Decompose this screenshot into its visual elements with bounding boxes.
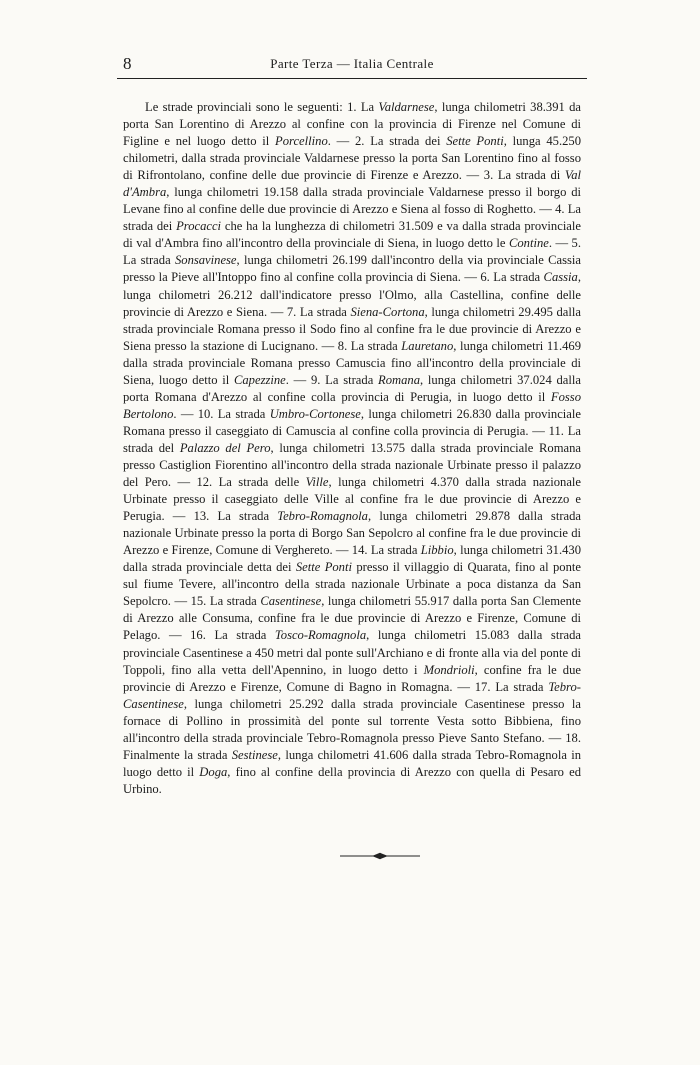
- body-paragraph: [123, 99, 581, 798]
- italic-name: Porcellino: [275, 134, 328, 149]
- text-run: , lunga chilometri 11.469 dalla strada provinciale Romana presso Camuscia fino all'incontro della provinciale di Siena, luogo detto il: [123, 338, 582, 387]
- text-run: , lunga chilometri 26.212 dall'indicatore presso l'Olmo, alla Castellina, confine delle provincie di Arezzo e Siena. — 7. La strada: [123, 270, 581, 319]
- text-run: , lunga chilometri 55.917 dalla porta San Clemente di Arezzo alle Consuma, confine fra le due provincie di Arezzo e Firenze, Comune di Pelago. — 16. La strada: [123, 594, 581, 643]
- text-run: , lunga chilometri 13.575 dalla strada provinciale Romana presso Castiglion Fiorentino all'incontro della strada nazionale Urbinate presso il palazzo del Pero. — 12. La strada delle: [123, 440, 581, 490]
- text-run: , confine fra le due provincie di Arezzo e Firenze, Comune di Bagno in Romagna. — 17. La strada: [123, 662, 581, 694]
- italic-name: Libbio: [420, 543, 454, 558]
- text-run: . — 10. La strada: [173, 406, 270, 421]
- text-run: , lunga chilometri 26.830 dalla provinciale Romana presso il caseggiato di Camuscia al confine colla provincia di Perugia. — 11. La strada del: [123, 406, 581, 455]
- italic-name: Fosso Bertolono: [123, 389, 581, 421]
- italic-name: Sette Ponti: [295, 560, 352, 575]
- running-title: Parte Terza — Italia Centrale: [270, 56, 434, 71]
- italic-name: Siena-Cortona: [350, 304, 425, 319]
- text-run: Le strade provinciali sono le seguenti: 1. La: [145, 100, 379, 114]
- page-header: [117, 48, 587, 76]
- italic-name: Sonsavinese: [174, 253, 237, 268]
- italic-name: Umbro-Cortonese: [269, 406, 361, 421]
- italic-name: Lauretano: [401, 338, 454, 353]
- text-run: , lunga chilometri 29.878 dalla strada nazionale Urbinate presso la porta di Borgo San Sepolcro al confine fra le due provincie di Arezzo e Firenze, Comune di Verghereto. — 14. La strada: [123, 509, 581, 558]
- text-run: , lunga chilometri 41.606 dalla strada Tebro-Romagnola in luogo detto il: [123, 747, 581, 779]
- text-run: . — 5. La strada: [123, 236, 582, 268]
- text-run: , lunga 45.250 chilometri, dalla strada provinciale Valdarnese presso la porta San Lorentino fino al fosso di Rifrontolano, confine delle due provincie di Firenze e Arezzo. — 3. La strada di: [123, 134, 581, 183]
- text-run: , lunga chilometri 26.199 dall'incontro della via provinciale Cassia presso la Pieve all'Intoppo fino al confine colla provincia di Siena. — 6. La strada: [123, 253, 581, 285]
- italic-name: Ville: [305, 475, 329, 490]
- italic-name: Sette Ponti: [446, 134, 504, 149]
- text-run: che ha la lunghezza di chilometri 31.509 e va dalla strada provinciale di val d'Ambra fino all'incontro della provinciale di Siena, in luogo detto le: [123, 219, 581, 251]
- italic-name: Sestinese: [231, 747, 278, 762]
- text-run: , lunga chilometri 38.391 da porta San Lorentino di Arezzo al confine con la provincia di Firenze nel Comune di Figline e nel luogo detto il: [123, 100, 581, 149]
- italic-name: Capezzine: [233, 372, 286, 387]
- section-end-ornament: [340, 852, 420, 860]
- text-run: . — 2. La strada dei: [327, 134, 447, 149]
- italic-name: Valdarnese: [378, 100, 435, 114]
- page-number: 8: [123, 54, 132, 73]
- italic-name: Tosco-Romagnola: [274, 628, 367, 643]
- text-run: , lunga chilometri 4.370 dalla strada nazionale Urbinate presso il caseggiato delle Ville al confine fra le due provincie di Arezzo e Perugia. — 13. La strada: [123, 475, 581, 524]
- text-run: , fino al confine della provincia di Arezzo con quella di Pesaro ed Urbino.: [123, 764, 581, 796]
- italic-name: Procacci: [176, 219, 222, 234]
- italic-name: Casentinese: [260, 594, 322, 609]
- text-run: , lunga chilometri 29.495 dalla strada provinciale Romana presso il Sodo fino al confine fra le due provincie di Arezzo e Siena presso la stazione di Lucignano. — 8. La strada: [123, 304, 581, 353]
- italic-name: Contine: [508, 236, 549, 251]
- italic-name: Doga: [199, 764, 228, 779]
- text-run: , lunga chilometri 19.158 dalla strada provinciale Valdarnese presso il borgo di Levane fino al confine delle due provincie di Arezzo e Siena al fosso di Roghetto. — 4. La strada dei: [123, 185, 581, 234]
- italic-name: Tebro-Romagnola: [277, 509, 368, 524]
- header-rule: [117, 78, 587, 79]
- text-run: , lunga chilometri 15.083 dalla strada provinciale Casentinese a 450 metri dal ponte sull'Archiano e di fronte alla via del ponte di Toppoli, fino alla vetta dell'Apennino, in luogo detto i: [123, 628, 581, 677]
- italic-name: Romana: [378, 372, 421, 387]
- italic-name: Mondrioli: [423, 662, 475, 677]
- italic-name: Tebro-Casentinese: [123, 679, 581, 711]
- text-run: presso il villaggio di Quarata, fino al ponte sul fiume Tevere, all'incontro della strada nazionale Urbinate a poca distanza da San Sepolcro. — 15. La strada: [123, 560, 581, 609]
- italic-name: Cassia: [543, 270, 578, 285]
- italic-name: Val d'Ambra: [123, 168, 581, 200]
- text-run: . — 9. La strada: [285, 372, 379, 387]
- text-run: , lunga chilometri 37.024 dalla porta Romana d'Arezzo al confine colla provincia di Perugia, in luogo detto il: [123, 372, 581, 404]
- text-run: , lunga chilometri 31.430 dalla strada provinciale detta dei: [123, 543, 581, 575]
- text-run: , lunga chilometri 25.292 dalla strada provinciale Casentinese presso la fornace di Pollino in prossimità del ponte sul torrente Vesta sotto Bibbiena, fino all'incontro della strada provinciale Tebro-Romagnola presso Pieve Santo Stefano. — 18. Finalmente la strada: [123, 696, 581, 762]
- italic-name: Palazzo del Pero: [179, 440, 271, 455]
